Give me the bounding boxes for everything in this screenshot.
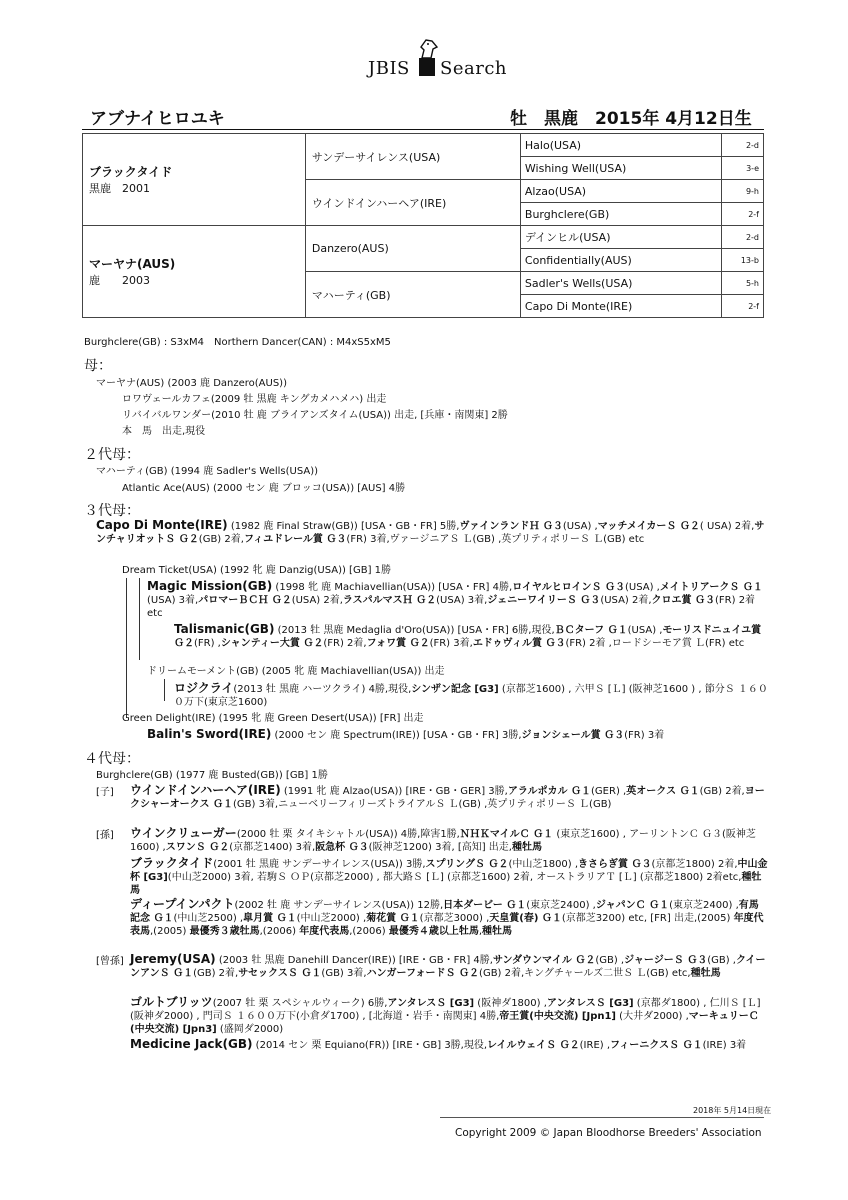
wind-in-her-hair-entry <box>130 784 768 811</box>
dam-detail: 鹿 2003 <box>89 274 150 287</box>
entry-text: (FR) 2着etc <box>147 595 756 619</box>
horse-name-deep-impact: ディープインパクト <box>130 897 235 911</box>
sire-dam: ウインドインハーヘア(IRE) <box>305 180 520 226</box>
second-dam-line: マハーティ(GB) (1994 鹿 Sadler's Wells(USA)) <box>96 466 319 477</box>
logo-text-search: Search <box>440 58 507 79</box>
race-win: シンザン記念 [G3] <box>411 684 499 695</box>
race-place: フォワ賞 Ｇ２ <box>366 638 430 649</box>
entry-text: (GB) 2着, <box>193 968 239 979</box>
logo-text-jbis: JBIS <box>368 58 410 79</box>
horse-name: アブナイヒロユキ <box>90 109 225 129</box>
entry-text: (1982 鹿 Final Straw(GB)) [USA・GB・FR] 5勝, <box>227 521 460 532</box>
dam-name: マーヤナ(AUS) <box>89 257 176 271</box>
race-win: ロイヤルヒロインＳ Ｇ３ <box>512 582 625 593</box>
chess-knight-icon <box>418 38 440 60</box>
tree-connector <box>139 578 140 660</box>
entry-text: (2003 牡 黒鹿 Danehill Dancer(IRE)) [IRE・GB・FR] 4勝, <box>215 955 493 966</box>
family-code: 5-h <box>721 272 763 295</box>
entry-text: (USA) 3着, <box>436 595 488 606</box>
horse-info: 牡 黒鹿 2015年 4月12日生 <box>510 109 752 129</box>
entry-text: (USA) , <box>624 582 660 593</box>
entry-text: (中山芝2000) 3着, 若駒Ｓ ＯＰ(京都芝2000) , 都大路Ｓ [Ｌ] (京都芝1600) 2着, オーストラリアＴ [Ｌ] (京都芝1800) 2着etc, <box>167 872 742 883</box>
horse-name-talismanic: Talismanic(GB) <box>174 622 275 636</box>
burghclere-line: Burghclere(GB) (1977 鹿 Busted(GB)) [GB] 1勝 <box>96 770 328 781</box>
entry-text: ,(2006) <box>349 926 389 937</box>
race-win: 有馬記念 Ｇ１ <box>130 900 759 924</box>
race-place: 中山金杯 [G3] <box>130 859 768 883</box>
family-code: 9-h <box>721 180 763 203</box>
logi-cry-entry <box>174 682 768 709</box>
sibling-line: リバイバルワンダー(2010 牡 鹿 ブライアンズタイム(USA)) 出走, [兵庫・南関東] 2勝 <box>122 410 508 421</box>
tree-connector <box>164 679 165 701</box>
section-4th-dam: ４代母： <box>84 751 140 767</box>
horse-name-wink-kruger: ウインクリューガー <box>130 826 237 840</box>
race-place: ヨークシャーオークス Ｇ１ <box>130 786 765 810</box>
section-3rd-dam: ３代母： <box>84 503 140 519</box>
stallion-tag: 種牡馬 <box>130 872 762 896</box>
family-code: 2-d <box>721 134 763 157</box>
race-win: アンタレスＳ [G3] <box>387 998 475 1009</box>
gold-blitz-entry <box>130 996 768 1036</box>
entry-text: (2000 セン 鹿 Spectrum(IRE)) [USA・GB・FR] 3勝, <box>271 730 522 741</box>
entry-text: (中山芝1800) , <box>508 859 579 870</box>
family-code: 13-b <box>721 249 763 272</box>
horse-name-jeremy: Jeremy(USA) <box>130 952 216 966</box>
logo-block <box>419 58 435 76</box>
magic-mission-entry <box>147 580 767 620</box>
ancestor-name: Halo(USA) <box>520 134 721 157</box>
race-win: ジャパンＣ Ｇ１ <box>595 900 670 911</box>
race-win: マッチメイカーＳ Ｇ２ <box>597 521 700 532</box>
race-place: ジェニーワイリーＳ Ｇ３ <box>487 595 601 606</box>
entry-text: (京都芝1400) 3着, <box>229 842 316 853</box>
entry-text: (1991 牝 鹿 Alzao(USA)) [IRE・GB・GER] 3勝, <box>280 786 508 797</box>
dam-cell <box>83 226 306 318</box>
medicine-jack-entry <box>130 1038 768 1052</box>
race-place: サセックスＳ Ｇ１ <box>238 968 322 979</box>
race-place: シャンティー大賞 Ｇ２ <box>220 638 324 649</box>
race-place: ラスパルマスＨ Ｇ２ <box>342 595 437 606</box>
entry-text: (IRE) , <box>579 1040 611 1051</box>
talismanic-entry <box>174 623 768 650</box>
ancestor-name: Alzao(USA) <box>520 180 721 203</box>
entry-text: (USA) , <box>562 521 598 532</box>
horse-name-capo: Capo Di Monte(IRE) <box>96 518 228 532</box>
entry-text: (京都芝3000) , <box>419 913 490 924</box>
race-win: 帝王賞(中央交流) [Jpn1] <box>499 1011 616 1022</box>
entry-text: (IRE) 3着 <box>702 1040 747 1051</box>
entry-text: (2013 牡 黒鹿 Medaglia d'Oro(USA)) [USA・FR] 6勝,現役, <box>274 625 555 636</box>
entry-text: (USA) 2着, <box>600 595 652 606</box>
entry-text: (大井ダ2000) , <box>616 1011 689 1022</box>
race-place: フィーニクスＳ Ｇ１ <box>610 1040 703 1051</box>
entry-text: (FR) 2着, <box>323 638 367 649</box>
race-place: 阪急杯 Ｇ３ <box>315 842 369 853</box>
horse-name-wind-in-her-hair: ウインドインハーヘア(IRE) <box>130 783 281 797</box>
entry-text: (京都芝3200) etc, [FR] 出走,(2005) <box>561 913 734 924</box>
race-win: スプリングＳ Ｇ２ <box>425 859 509 870</box>
horse-name-logi-cry: ロジクライ <box>174 681 234 695</box>
copyright: Copyright 2009 © Japan Bloodhorse Breeders' Association <box>455 1127 762 1139</box>
entry-text: (FR) 2着 ,ロードシーモア賞 Ｌ(FR) etc <box>565 638 745 649</box>
award: 年度代表馬 <box>299 926 350 937</box>
race-win: ジャージーＳ Ｇ３ <box>624 955 708 966</box>
entry-text: (GB) 3着, <box>321 968 367 979</box>
entry-text: (GB) , <box>595 955 625 966</box>
award: 最優秀４歳以上牡馬 <box>388 926 479 937</box>
ancestor-name: Capo Di Monte(IRE) <box>520 295 721 318</box>
entry-text: (盛岡ダ2000) <box>216 1024 284 1035</box>
race-win: サンダウンマイル Ｇ２ <box>492 955 596 966</box>
race-win: 菊花賞 Ｇ１ <box>366 913 420 924</box>
black-tide-entry <box>130 857 768 897</box>
horse-name-gold-blitz: ゴルトブリッツ <box>130 995 213 1009</box>
section-2nd-dam: ２代母： <box>84 447 140 463</box>
ancestor-name: デインヒル(USA) <box>520 226 721 249</box>
ancestor-name: Wishing Well(USA) <box>520 157 721 180</box>
entry-text: (GB) 2着, <box>198 534 244 545</box>
horse-name-balins-sword: Balin's Sword(IRE) <box>147 727 272 741</box>
entry-text: (京都芝1600) , 六甲Ｓ [Ｌ] (阪神芝1600 ) , 節分Ｓ １６００万下(東京芝1600) <box>174 684 768 708</box>
entry-text: (GB) 2着, <box>699 786 745 797</box>
tag-child: [子] <box>96 787 114 798</box>
race-place: サンチャリオットＳ Ｇ２ <box>96 521 765 545</box>
sibling-line: Atlantic Ace(AUS) (2000 セン 鹿 ブロッコ(USA)) [AUS] 4勝 <box>122 483 406 494</box>
capo-di-monte-entry <box>96 519 766 546</box>
entry-text: (USA) 3着, <box>147 595 199 606</box>
entry-text: (2013 牡 黒鹿 ハーツクライ) 4勝,現役, <box>233 684 412 695</box>
race-place: スワンＳ Ｇ２ <box>165 842 230 853</box>
race-win: ヴァインランドＨ Ｇ３ <box>459 521 563 532</box>
entry-text: (FR) , <box>194 638 221 649</box>
entry-text: ,(2005) <box>150 926 190 937</box>
race-place: エドゥヴィル賞 Ｇ３ <box>472 638 566 649</box>
stallion-tag: 種牡馬 <box>690 968 721 979</box>
ancestor-name: Confidentially(AUS) <box>520 249 721 272</box>
ancestor-name: Burghclere(GB) <box>520 203 721 226</box>
sibling-line: ロワヴェールカフェ(2009 牡 黒鹿 キングカメハメハ) 出走 <box>122 394 387 405</box>
footer-divider <box>440 1117 764 1118</box>
entry-text: , <box>478 926 483 937</box>
race-place: メイトリアークＳ Ｇ１ <box>659 582 763 593</box>
race-place: ジョンシェール賞 Ｇ３ <box>521 730 625 741</box>
entry-text: (GB) 2着,キングチャールズ二世Ｓ Ｌ(GB) etc, <box>479 968 691 979</box>
ancestor-name: Sadler's Wells(USA) <box>520 272 721 295</box>
entry-text: (東京芝1600) , アーリントンＣ Ｇ３(阪神芝1600) , <box>130 829 756 853</box>
race-win: アラルポカル Ｇ１ <box>507 786 592 797</box>
race-place: クイーンアンＳ Ｇ１ <box>130 955 766 979</box>
entry-text: (中山芝2500) , <box>173 913 244 924</box>
sire-detail: 黒鹿 2001 <box>89 182 150 195</box>
entry-text: (USA) , <box>627 625 663 636</box>
dam-sire: Danzero(AUS) <box>305 226 520 272</box>
sire-cell <box>83 134 306 226</box>
race-place: ハンガーフォードＳ Ｇ２ <box>366 968 480 979</box>
balins-sword-entry <box>147 728 767 742</box>
award: 最優秀３歳牡馬 <box>189 926 260 937</box>
entry-text: (東京芝2400) , <box>669 900 739 911</box>
entry-text: (1998 牝 鹿 Machiavellian(USA)) [USA・FR] 4勝, <box>272 582 513 593</box>
entry-text: (京都芝1800) 2着, <box>651 859 738 870</box>
race-win: マーキュリーＣ(中央交流) [Jpn3] <box>130 1011 759 1035</box>
race-place: クロエ賞 Ｇ３ <box>651 595 716 606</box>
stallion-tag: 種牡馬 <box>482 926 513 937</box>
race-place: 英オークス Ｇ１ <box>626 786 700 797</box>
entry-text: (USA) 2着, <box>291 595 343 606</box>
horse-name-black-tide: ブラックタイド <box>130 856 214 870</box>
race-win: アンタレスＳ [G3] <box>546 998 634 1009</box>
dam-line: マーヤナ(AUS) (2003 鹿 Danzero(AUS)) <box>96 378 287 389</box>
sire-name: ブラックタイド <box>89 165 173 179</box>
entry-text: (2002 牡 鹿 サンデーサイレンス(USA)) 12勝, <box>234 900 444 911</box>
entry-text: ,(2006) <box>259 926 300 937</box>
entry-text: (阪神芝1200) 3着, [高知] 出走, <box>368 842 512 853</box>
entry-text: (FR) 3着 <box>624 730 665 741</box>
race-win: モーリスドニュイユ賞 Ｇ２ <box>174 625 762 649</box>
entry-text: (京都ダ1800) , 仁川Ｓ [Ｌ] (阪神ダ2000) , 門司Ｓ １６００万下(小倉ダ1700) , [北海道・岩手・南関東] 4勝, <box>130 998 761 1022</box>
race-place: きさらぎ賞 Ｇ３ <box>578 859 652 870</box>
green-delight-line: Green Delight(IRE) (1995 牝 鹿 Green Desert(USA)) [FR] 出走 <box>122 713 424 724</box>
entry-text: (東京芝2400) , <box>526 900 596 911</box>
race-win: 日本ダービー Ｇ１ <box>443 900 527 911</box>
entry-text: (GB) 3着,ニューベリーフィリーズトライアルＳ Ｌ(GB) ,英プリティポリーＳ Ｌ(GB) <box>232 799 612 810</box>
race-win: 天皇賞(春) Ｇ１ <box>489 913 562 924</box>
family-code: 2-f <box>721 203 763 226</box>
dream-moment-line: ドリームモーメント(GB) (2005 牝 鹿 Machiavellian(USA)) 出走 <box>147 666 445 677</box>
entry-text: (阪神ダ1800) , <box>474 998 547 1009</box>
pedigree-table <box>82 133 764 318</box>
deep-impact-entry <box>130 898 768 938</box>
entry-text: (2001 牡 黒鹿 サンデーサイレンス(USA)) 3勝, <box>213 859 426 870</box>
entry-text: (2007 牡 栗 スペシャルウィーク) 6勝, <box>212 998 388 1009</box>
award: 年度代表馬 <box>130 913 764 937</box>
race-win: 皐月賞 Ｇ１ <box>243 913 297 924</box>
dream-ticket-line: Dream Ticket(USA) (1992 牝 鹿 Danzig(USA)) [GB] 1勝 <box>122 565 392 576</box>
entry-text: (2000 牡 栗 タイキシャトル(USA)) 4勝,障害1勝, <box>236 829 460 840</box>
family-code: 2-f <box>721 295 763 318</box>
entry-text: (中山芝2000) , <box>296 913 367 924</box>
race-win: ＢＣターフ Ｇ１ <box>554 625 628 636</box>
entry-text: (FR) 3着,ヴァージニアＳ Ｌ(GB) ,英プリティポリーＳ Ｌ(GB) etc <box>346 534 645 545</box>
family-code: 3-e <box>721 157 763 180</box>
entry-text: (2014 セン 栗 Equiano(FR)) [IRE・GB] 3勝,現役, <box>252 1040 488 1051</box>
entry-text: (FR) 3着, <box>429 638 473 649</box>
tag-grandchild: [孫] <box>96 830 114 841</box>
entry-text: (GER) , <box>591 786 627 797</box>
horse-name-magic-mission: Magic Mission(GB) <box>147 579 273 593</box>
race-win: レイルウェイＳ Ｇ２ <box>487 1040 580 1051</box>
race-win: ＮＨＫマイルＣ Ｇ１ <box>459 829 554 840</box>
race-place: パロマーＢＣＨ Ｇ２ <box>198 595 292 606</box>
tree-connector <box>126 578 127 718</box>
entry-text: (GB) , <box>707 955 736 966</box>
as-of-date: 2018年 5月14日現在 <box>693 1106 772 1115</box>
entry-text: ( USA) 2着, <box>699 521 755 532</box>
jbis-search-logo <box>360 36 507 80</box>
self-line: 本 馬 出走,現役 <box>122 426 206 437</box>
race-place: フィユドレール賞 Ｇ３ <box>243 534 347 545</box>
family-code: 2-d <box>721 226 763 249</box>
horse-name-medicine-jack: Medicine Jack(GB) <box>130 1037 253 1051</box>
wink-kruger-entry <box>130 827 768 854</box>
section-dam: 母： <box>84 358 112 374</box>
sire-sire: サンデーサイレンス(USA) <box>305 134 520 180</box>
dam-dam: マハーティ(GB) <box>305 272 520 318</box>
tag-great-grandchild: [曾孫] <box>96 956 124 967</box>
inbreeding-note: Burghclere(GB) : S3xM4 Northern Dancer(CAN) : M4xS5xM5 <box>84 337 391 348</box>
header-divider <box>82 129 764 130</box>
jeremy-entry <box>130 953 768 980</box>
stallion-tag: 種牡馬 <box>511 842 542 853</box>
